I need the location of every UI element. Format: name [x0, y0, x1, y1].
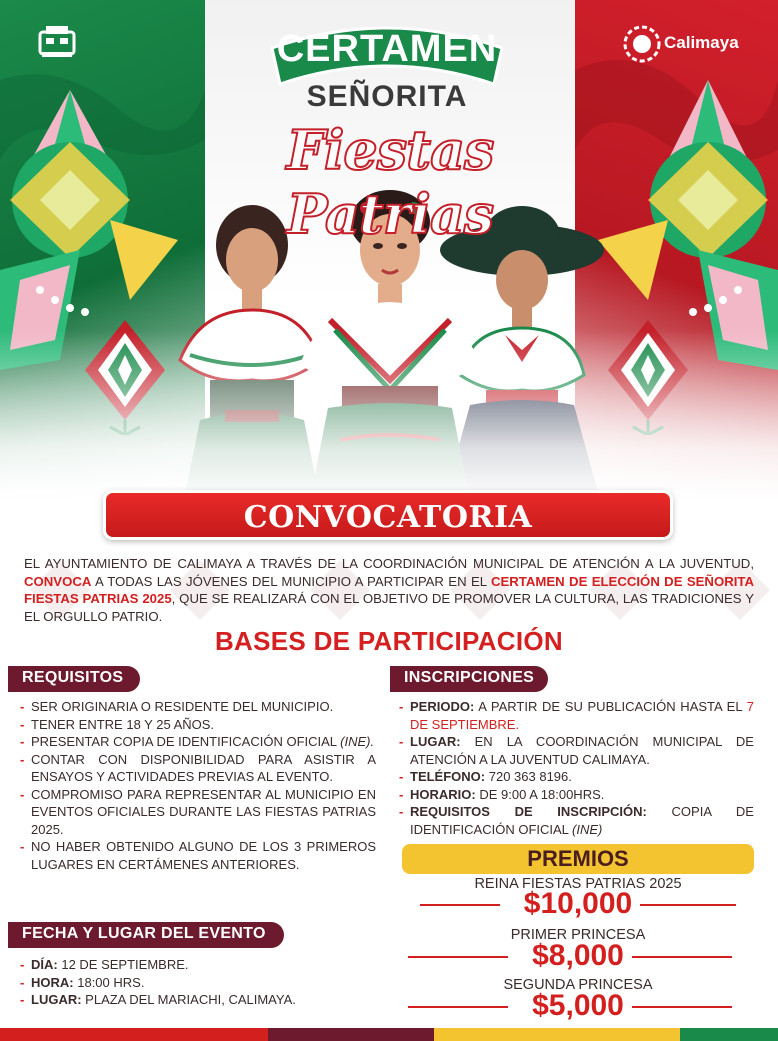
convocatoria-banner — [103, 490, 673, 540]
list-item: - CONTAR CON DISPONIBILIDAD PARA ASISTIR A ENSAYOS Y ACTIVIDADES PREVIAS AL EVENTO. — [20, 751, 376, 784]
list-item: - REQUISITOS DE INSCRIPCIÓN: COPIA DE IDENTIFICACIÓN OFICIAL (INE) — [399, 804, 754, 837]
title-senorita: SEÑORITA — [306, 80, 468, 113]
evento-header: FECHA Y LUGAR DEL EVENTO — [8, 922, 284, 948]
coat-of-arms-logo — [36, 24, 78, 60]
list-item: - TENER ENTRE 18 Y 25 AÑOS. — [20, 716, 215, 732]
intro-text-1: EL AYUNTAMIENTO DE CALIMAYA A TRAVÉS DE LA COORDINACIÓN MUNICIPAL DE ATENCIÓN A LA JUVENTUD, — [24, 556, 754, 571]
prize-label-primer: PRIMER PRINCESA — [510, 927, 646, 943]
requisitos-list — [20, 698, 376, 873]
logo-brand-text: Calimaya — [664, 33, 739, 52]
intro-text-2: A TODAS LAS JÓVENES DEL MUNICIPIO A PARTICIPAR EN EL — [91, 573, 491, 589]
calimaya-logo — [622, 24, 742, 66]
title-fiestas-patrias: Fiestas Patrias — [286, 118, 494, 246]
sun-emblem-icon — [622, 24, 662, 64]
banner-title: CONVOCATORIA — [243, 500, 533, 535]
list-item: - HORA: 18:00 HRS. — [20, 974, 145, 990]
prize-amount-segunda: $5,000 — [532, 989, 624, 1022]
inscripciones-header: INSCRIPCIONES — [390, 666, 548, 692]
list-item: - PRESENTAR COPIA DE IDENTIFICACIÓN OFICIAL (INE). — [20, 734, 375, 749]
list-item: - PERIODO: A PARTIR DE SU PUBLICACIÓN HASTA EL 7 DE SEPTIEMBRE. — [399, 699, 754, 732]
prize-label-segunda: SEGUNDA PRINCESA — [503, 977, 653, 993]
prize-label-reina: REINA FIESTAS PATRIAS 2025 — [474, 876, 682, 892]
list-item: - LUGAR: EN LA COORDINACIÓN MUNICIPAL DE ATENCIÓN A LA JUVENTUD CALIMAYA. — [399, 734, 754, 767]
intro-highlight-certamen: CERTAMEN DE ELECCIÓN DE SEÑORITA FIESTAS PATRIAS 2025 — [24, 573, 755, 606]
list-item: - NO HABER OBTENIDO ALGUNO DE LOS 3 PRIMEROS LUGARES EN CERTÁMENES ANTERIORES. — [20, 839, 376, 872]
evento-list — [20, 956, 376, 1009]
bases-title: BASES DE PARTICIPACIÓN — [214, 626, 563, 656]
list-item: - HORARIO: DE 9:00 A 18:00HRS. — [399, 786, 605, 802]
prize-amount-reina: $10,000 — [523, 887, 633, 920]
inscripciones-list — [399, 698, 754, 838]
prize-amount-primer: $8,000 — [532, 939, 624, 972]
hero-fade — [0, 330, 778, 500]
footer-color-band — [0, 1028, 778, 1041]
intro-paragraph — [24, 555, 754, 625]
list-item: - COMPROMISO PARA REPRESENTAR AL MUNICIPIO EN EVENTOS OFICIALES DURANTE LAS FIESTAS PATRIAS 2025. — [20, 786, 376, 837]
intro-text-3: , QUE SE REALIZARÁ CON EL OBJETIVO DE PROMOVER LA CULTURA, LAS TRADICIONES Y EL ORGULLO PATRIO. — [24, 591, 754, 624]
title-certamen: CERTAMEN — [276, 28, 498, 70]
premios-header: PREMIOS — [402, 844, 754, 874]
requisitos-header: REQUISITOS — [8, 666, 140, 692]
hero-illustration — [0, 0, 778, 500]
list-item: - LUGAR: PLAZA DEL MARIACHI, CALIMAYA. — [20, 992, 296, 1007]
list-item: - SER ORIGINARIA O RESIDENTE DEL MUNICIPIO. — [20, 699, 334, 714]
list-item: - DÍA: 12 DE SEPTIEMBRE. — [20, 957, 189, 972]
list-item: - TELÉFONO: 720 363 8196. — [399, 769, 572, 784]
intro-highlight-convoca: CONVOCA — [24, 573, 92, 589]
